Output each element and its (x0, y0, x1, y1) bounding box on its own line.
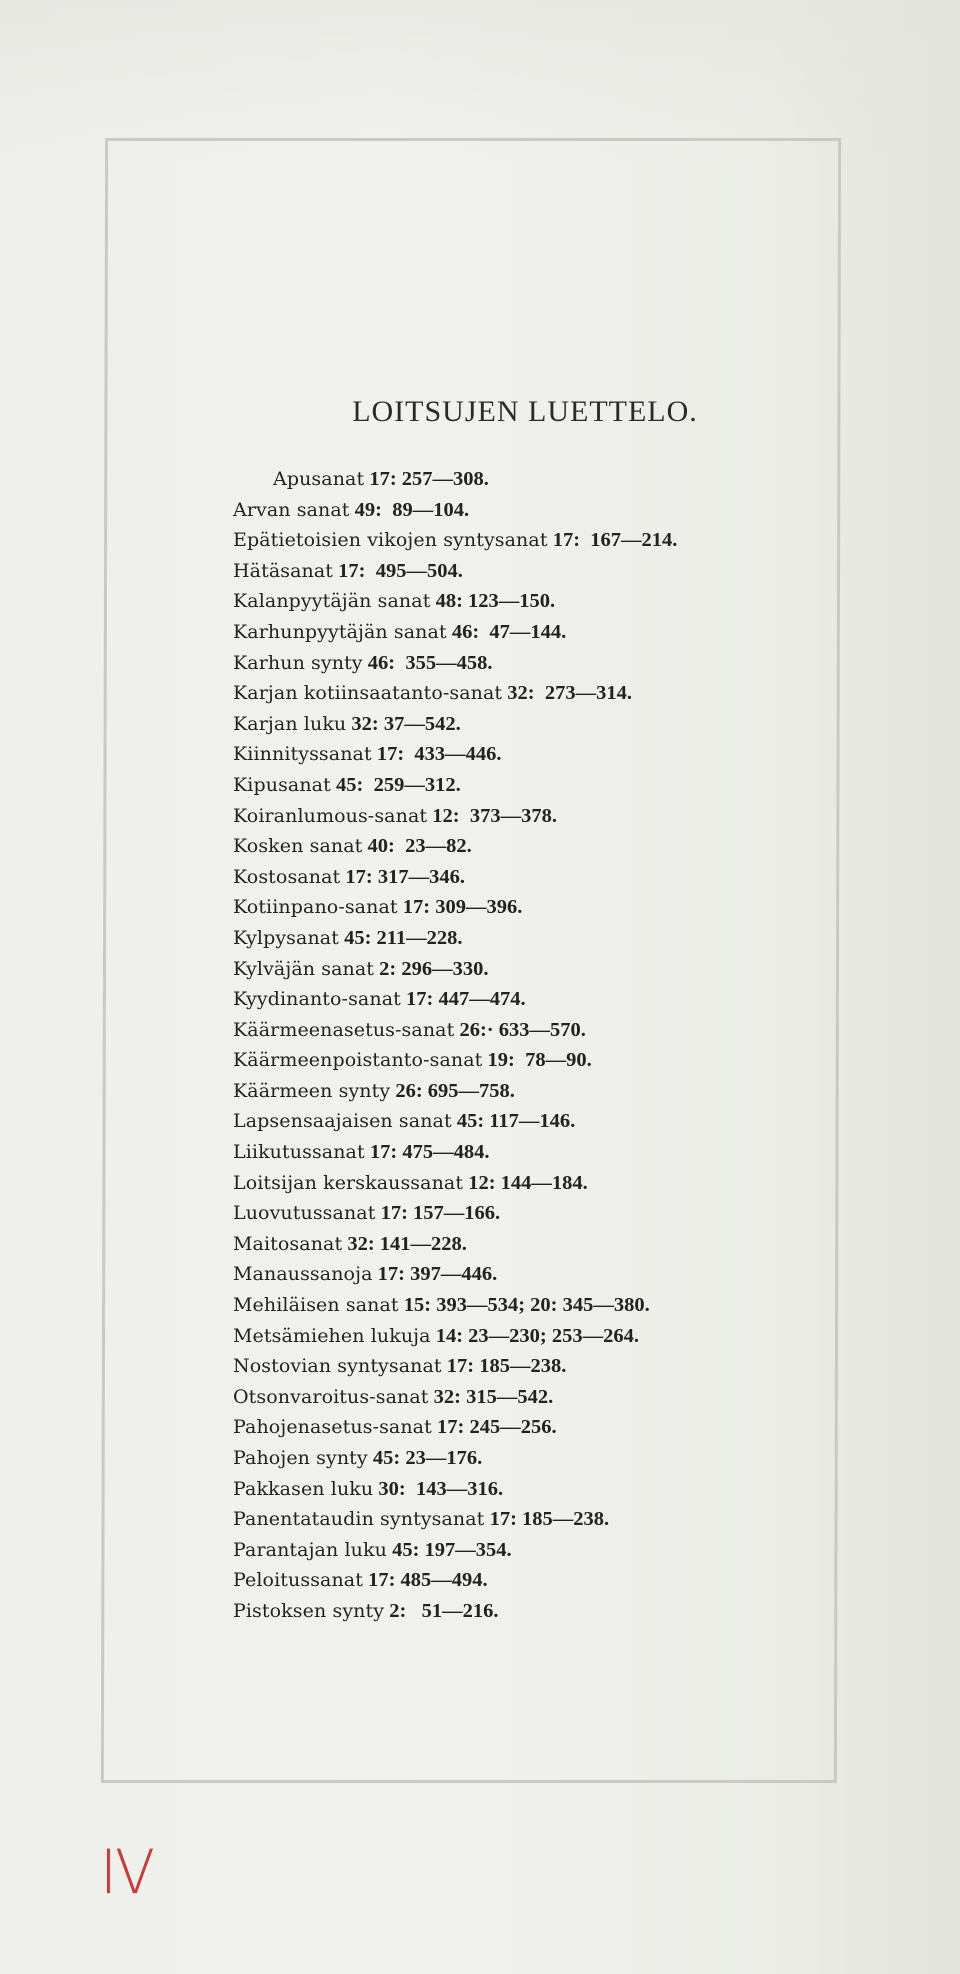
entry-name: Apusanat (273, 468, 365, 490)
index-entry (233, 1229, 677, 1260)
entry-range: 257—308. (401, 468, 489, 490)
entry-volume: 45: (392, 1538, 420, 1561)
index-entry (233, 1474, 677, 1505)
entry-range: 695—758. (427, 1079, 515, 1102)
entry-name: Kalanpyytäjän sanat (233, 590, 431, 613)
entry-range: 37—542. (383, 712, 461, 735)
index-entry (233, 1168, 677, 1199)
entry-name: Manaussanoja (233, 1263, 373, 1286)
entry-name: Pakkasen luku (233, 1477, 374, 1500)
entry-name: Pistoksen synty (233, 1599, 385, 1622)
index-entry (233, 770, 677, 801)
entry-volume: 49: (354, 498, 382, 521)
index-entry (233, 709, 677, 740)
entry-range: 144—184. (500, 1171, 588, 1194)
page-title: LOITSUJEN LUETTELO. (352, 395, 698, 428)
entry-volume: 17: (436, 1416, 465, 1439)
entry-volume: 17: (446, 1355, 475, 1378)
entry-range: 47—144. (489, 620, 567, 643)
entry-name: Lapsensaajaisen sanat (233, 1110, 452, 1133)
entry-volume: 17: (376, 743, 405, 766)
entry-volume: 17: (345, 865, 373, 888)
entry-name: Panentataudin syntysanat (233, 1508, 485, 1531)
index-entry (233, 1565, 677, 1596)
entry-range: 51—216. (421, 1599, 499, 1622)
entry-name: Kostosanat (233, 865, 341, 888)
entry-volume: 17: (368, 1569, 396, 1592)
entry-name: Mehiläisen sanat (233, 1294, 399, 1317)
entry-name: Luovutussanat (233, 1202, 376, 1225)
entry-name: Otsonvaroitus-sanat (233, 1385, 429, 1408)
index-entry (233, 1076, 677, 1107)
entry-name: Kotiinpano-sanat (233, 896, 398, 919)
index-entry (233, 984, 677, 1015)
entry-range: 393—534; 20: 345—380. (436, 1294, 650, 1317)
entry-volume: 15: (403, 1294, 432, 1317)
index-entry (233, 464, 677, 495)
entry-range: 117—146. (489, 1110, 576, 1133)
entry-volume: 32: (347, 1232, 375, 1255)
index-entry (233, 1412, 677, 1443)
entry-name: Kyydinanto-sanat (233, 988, 401, 1011)
entry-name: Pahojen synty (233, 1447, 368, 1469)
entry-name: Käärmeen synty (233, 1079, 391, 1102)
index-entry (233, 892, 677, 923)
entry-range: 485—494. (400, 1569, 488, 1592)
entry-volume: 17: (380, 1202, 408, 1225)
entry-name: Karhunpyytäjän sanat (233, 620, 447, 643)
entry-range: 185—238. (479, 1355, 567, 1378)
entry-name: Kylpysanat (233, 926, 339, 949)
entry-name: Loitsijan kerskaussanat (233, 1171, 464, 1194)
entry-range: 245—256. (469, 1416, 557, 1439)
entry-name: Karjan luku (233, 712, 347, 735)
entry-volume: 2: (379, 957, 397, 980)
entry-volume: 17: (338, 559, 366, 582)
entry-range: 23—230; 253—264. (468, 1324, 639, 1347)
index-entry (233, 1106, 677, 1137)
index-entry (233, 862, 677, 893)
entry-range: 157—166. (413, 1202, 501, 1225)
entry-range: 309—396. (435, 896, 523, 919)
entry-name: Karjan kotiinsaatanto-sanat (233, 682, 503, 705)
entry-volume: 2: (389, 1599, 407, 1622)
index-entry (233, 1290, 677, 1321)
entry-range: 259—312. (373, 773, 461, 796)
index-entry (233, 801, 677, 832)
entry-name: Kiinnityssanat (233, 743, 372, 766)
entry-range: 447—474. (438, 988, 526, 1011)
entry-range: 495—504. (375, 559, 463, 582)
entry-volume: 30: (378, 1477, 406, 1500)
index-entry (233, 678, 677, 709)
entry-name: Maitosanat (233, 1232, 343, 1255)
index-entry (233, 1504, 677, 1535)
entry-volume: 46: (451, 620, 480, 643)
entry-name: Parantajan luku (233, 1538, 387, 1561)
entry-volume: 32: (507, 682, 535, 705)
entry-volume: 12: (432, 804, 460, 827)
index-entry (233, 1443, 677, 1474)
entry-volume: 45: (344, 926, 372, 949)
index-entry (233, 1321, 677, 1352)
entry-name: Pahojenasetus-sanat (233, 1416, 432, 1439)
entry-range: 141—228. (379, 1232, 467, 1255)
entry-range: 475—484. (402, 1141, 490, 1164)
index-entry (233, 923, 677, 954)
entry-name: Liikutussanat (233, 1141, 365, 1164)
entry-range: 89—104. (392, 498, 470, 521)
entry-volume: 17: (369, 468, 397, 490)
entry-range: 197—354. (424, 1538, 512, 1561)
entry-volume: 40: (367, 835, 395, 858)
entry-volume: 45: (456, 1110, 485, 1133)
entry-volume: 45: (372, 1447, 401, 1469)
index-entry (233, 1382, 677, 1413)
entry-range: 123—150. (468, 590, 556, 613)
entry-range: 317—346. (377, 865, 465, 888)
roman-page-number: IV (100, 1836, 153, 1908)
index-entry (233, 556, 677, 587)
entry-name: Koiranlumous-sanat (233, 804, 428, 827)
index-entry (233, 1045, 677, 1076)
index-entry (233, 1137, 677, 1168)
entry-volume: 17: (552, 529, 581, 552)
entry-volume: 19: (487, 1049, 515, 1072)
entry-volume: 48: (435, 590, 463, 613)
index-entry (233, 739, 677, 770)
page-shading (0, 0, 960, 160)
entry-volume: 32: (351, 712, 379, 735)
index-entry (233, 525, 677, 556)
index-entry (233, 1015, 677, 1046)
entry-range: 296—330. (401, 957, 489, 980)
entry-range: 78—90. (525, 1049, 592, 1072)
entry-range: 167—214. (590, 529, 678, 552)
index-entry (233, 648, 677, 679)
entry-name: Kosken sanat (233, 835, 363, 858)
entry-name: Karhun synty (233, 651, 363, 674)
entry-volume: 32: (433, 1385, 461, 1408)
entry-range: 143—316. (415, 1477, 504, 1500)
index-entry (233, 495, 677, 526)
entry-name: Kipusanat (233, 773, 331, 796)
entry-volume: 17: (369, 1141, 398, 1164)
entry-volume: 17: (377, 1263, 405, 1286)
index-entry (233, 1535, 677, 1566)
entry-name: Hätäsanat (233, 559, 334, 582)
entry-range: 633—570. (498, 1018, 586, 1041)
index-entry (233, 586, 677, 617)
entry-volume: 17: (405, 988, 434, 1011)
index-entry (233, 1351, 677, 1382)
entry-name: Arvan sanat (233, 498, 350, 521)
entry-range: 355—458. (405, 651, 493, 674)
entry-range: 433—446. (414, 743, 502, 766)
index-entry (233, 1596, 677, 1627)
spell-index-list (233, 464, 677, 1627)
index-entry (233, 1259, 677, 1290)
entry-volume: 26:· (459, 1018, 494, 1041)
entry-name: Epätietoisien vikojen syntysanat (233, 529, 548, 552)
entry-name: Peloitussanat (233, 1569, 363, 1592)
entry-volume: 14: (435, 1324, 464, 1347)
entry-volume: 17: (402, 896, 431, 919)
entry-range: 397—446. (410, 1263, 498, 1286)
index-entry (233, 1198, 677, 1229)
entry-name: Käärmeenasetus-sanat (233, 1018, 455, 1041)
entry-name: Kylväjän sanat (233, 957, 375, 980)
entry-name: Nostovian syntysanat (233, 1355, 442, 1378)
entry-range: 185—238. (522, 1508, 610, 1531)
entry-range: 23—82. (405, 835, 472, 858)
index-entry (233, 954, 677, 985)
entry-range: 315—542. (466, 1385, 554, 1408)
entry-range: 373—378. (469, 804, 557, 827)
index-entry (233, 617, 677, 648)
entry-volume: 26: (395, 1079, 423, 1102)
entry-volume: 12: (468, 1171, 496, 1194)
entry-range: 273—314. (544, 682, 632, 705)
index-entry (233, 831, 677, 862)
entry-range: 23—176. (405, 1447, 483, 1469)
entry-volume: 46: (367, 651, 396, 674)
entry-volume: 45: (335, 773, 364, 796)
entry-volume: 17: (489, 1508, 517, 1531)
entry-range: 211—228. (376, 926, 463, 949)
entry-name: Metsämiehen lukuja (233, 1324, 431, 1347)
entry-name: Käärmeenpoistanto-sanat (233, 1049, 483, 1072)
